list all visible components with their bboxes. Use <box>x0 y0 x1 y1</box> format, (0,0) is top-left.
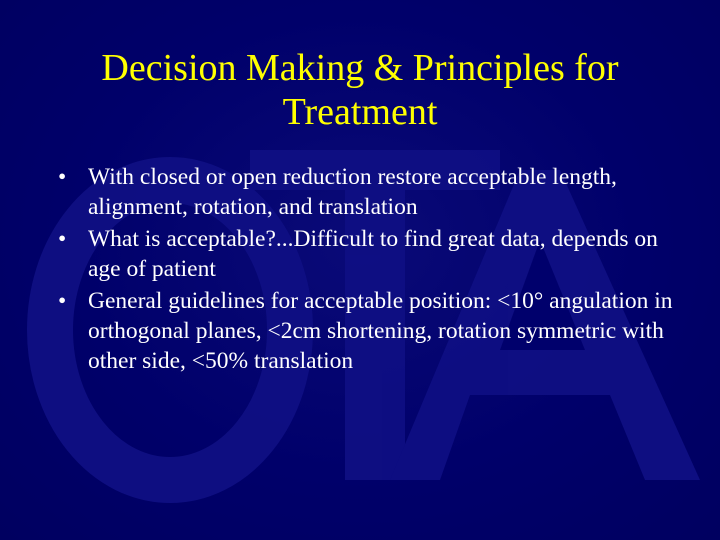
bullet-list <box>58 162 678 378</box>
bullet-marker: • <box>58 226 67 252</box>
slide-title: Decision Making & Principles for Treatment <box>101 47 619 133</box>
bullet-item <box>58 224 678 284</box>
bullet-item <box>58 162 678 222</box>
bullet-text: What is acceptable?...Difficult to find great data, depends on age of patient <box>88 226 658 282</box>
bullet-text: With closed or open reduction restore acceptable length, alignment, rotation, and translation <box>88 164 617 220</box>
bullet-text: General guidelines for acceptable position: <10° angulation in orthogonal planes, <2cm shortening, rotation symmetric with other side, <50% translation <box>88 288 673 374</box>
bullet-marker: • <box>58 164 67 190</box>
bullet-item <box>58 286 678 376</box>
bullet-marker: • <box>58 288 67 314</box>
